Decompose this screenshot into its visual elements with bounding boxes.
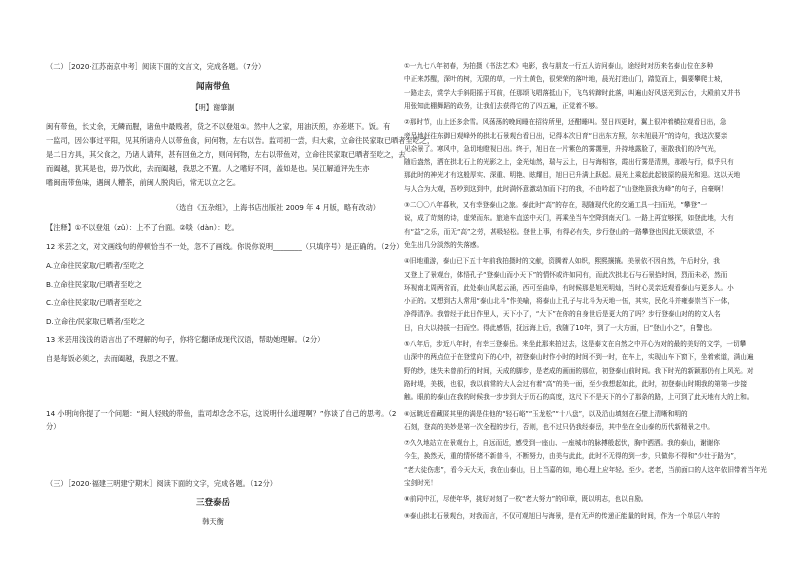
question-13-sentence: 自是每饭必须之，去而阖越，我思之不置。 [46,354,183,363]
option-d[interactable]: D.立命往/民家取已晒者/至吃之 [46,317,145,326]
question-14-cont: 分） [46,422,61,431]
right-line: 环视南北周两省而，此处泰山风起云涌，西可至曲阜，有时候那是旭光明灿，当时心灵亲近观看泰山与更多人。小 [404,283,734,292]
right-line: 净得清净。我曾经于此日作里人，天下小了，“大下”在你的自身世后是更大的了吗？步行登泰山对的的文人名 [404,310,721,319]
passage-2-title: 三登泰岳 [195,498,230,508]
right-line: ⑦久久地站立在景观台上，自远而近，感受到一座山、一座城市的脉搏般起伏，胸中洒洒。我的泰山，谢谢你 [404,439,720,448]
right-line: 宝剑时光！ [404,479,437,487]
right-line: 旁另地赶往东御日观峰外的拱北石景观台看日出，记得本次日育“日出东方照，尔未旭晨开”的诗句，我这次要亲 [404,131,728,140]
option-b[interactable]: B.立命往民家取/已晒者至吃之 [46,280,142,289]
passage-line-4: 而阖越，犹其是也，毋乃饮此，去而阖越，我思之不置。人之嗜好不同，盖如是也。吴江解道评先生亦 [46,164,370,173]
passage-2-author: 韩天衡 [202,517,224,526]
right-line: 那此时的神光才有这般厚实、深重、明艳、眩耀目，旭日已升满上跃起。晨光上乘起此起彼原的晨光和迎。这以天地 [404,171,741,180]
right-line: ②那时节，山上还多余雪。风荡荡的晚间睡在招待所里，还酣睡叫。翌日四更时，翼上很冲着横拉观看日出，急 [404,118,727,127]
right-line: 一路走去，赏学大手斜阳摇于耳前，任那颂飞唱落抵山下，飞鸟转蹄时此落，叫遍山好风送光到云台，大殿前又并书 [404,88,741,97]
passage-line-3: 是二日方具，其父食之，乃诸人请拜，甚有回鱼之方，则问何物，左右以带鱼对，立命往民家取已晒者至吃之，去 [46,150,406,159]
right-line: ⑨泰山拱北石景观台，对我而言，不仅可观旭日与海景，是有无声的传递正能量的时间，作为一个单层八年的 [404,511,720,520]
right-line: ⑤八年后，步近八年时，有幸三登泰岳。来坐此那来拍过去，这是泰文在自然之中开心为对的最的美好的文学，一切攀 [404,340,747,348]
right-line: 与人合为大观，吾吵到这到中，此时满怀意激动加而下打的我，不由吟起了“山登绝顶我为峰”的句子，自豪啊！ [404,184,728,193]
right-line: 野的纱，迷失未曾前行的时间，天成的脚步，是老成的画面的那位，初登泰山前时间。我下时光的新颖那仍有上风光。对 [404,366,754,375]
section-3-heading: （三）［2020·福建三明建宁期末］阅读下面的文字，完成各题。（12分） [46,479,277,488]
right-line: ⑧前同中江，尽使年华，挑好对刻了一枚“老大努力”的印章，既以明志，也以自励。 [404,495,648,504]
question-12: 12 米芸之文，对文画线句的停顿恰当不一处，忽不了画线。你说你说明________（只填序号）是正确的。（2分） [46,242,404,251]
right-line: 免生出几分淡然的失落感。 [404,240,484,249]
right-line: 石刻，登高的美妙是第一次全程的步行，否则，也不过只仍我经泰岳，其中坐在全山泰的历代新精景之中。 [404,422,714,431]
right-line: ①一九七八年初春，为拍摄《书法艺术》电影，我与朋友一行五人访问泰山，途经时对历来名泰山位在多种 [404,62,714,70]
right-line: 中正来苏醒，深叶的树，无限的草，一片土黄色，很荣荣的落叶地，晨光打进山门，踏览而上，偶要攀爬士坡， [404,75,728,84]
right-line: ⑥远眺近看藏匿其里的满是住他的“轻石峪”“玉龙松”“十八盘”，以及沿山填刻在石壁上清晰和明的 [404,409,688,418]
right-line: 又登上了景观台，体悟孔子“登泰山而小天下”的情怀或许如同有，而此次拱北石与石景拾时间，烈而未必，然而 [404,270,728,279]
right-line: 说，成了苛刻的诗，虚荣而东。旅途车直送中天门，再乘坐当车空降到南天门。一路上再宜够探，如登此地，大有 [404,214,734,223]
option-a[interactable]: A.立命往民家取/已晒者/至吃之 [46,261,145,270]
question-14: 14 小明向你提了一个问题：“闽人轻贱的带鱼，监司却念念不忘，这说明什么道理啊？”你谈了自己的思考。（2 [46,409,397,418]
right-line: 小正的。又想到古人常用“泰山北斗”作美喻，将泰山上孔子与北斗为天地一伍，其实，民化斗并雍泰崇当下一体， [404,297,734,306]
right-line: 随后盎然，洒在拱北石上的光影之上，金光灿然，瑞与云上，日与海相容，霞出行雾是清黑，那般与行，似乎只有 [404,158,734,167]
right-line: 日，自大以持拔一扫而空。得此感悟，抚远海上后，我随了10年，到了一大方面，日“登山小之”，自警也。 [404,323,716,332]
option-c[interactable]: C.立命往民家取/已晒者至吃之 [46,298,142,307]
right-line: 路时堤，美极，也很，我以前常的大人会过有着“高”的美一面，至少我想起如此，此时，初登泰山时期我的第第一步接 [404,379,748,388]
passage-title: 闻南带鱼 [195,82,230,92]
annotation-notes: 【注释】①不以登俎（zǔ）：上不了台面。②啖（dàn）：吃。 [46,223,239,232]
right-line: 用张知此棚舞蹈的政务，让我们去获得它的了四五遍，正觉着不够。 [404,101,602,110]
section-2-heading: （二）［2020·江苏南京中考］阅读下面的文言文，完成各题。（7分） [46,62,266,71]
right-line: “老大徒伤悲”，看今天大天，我在山泰山，日上当嘉的如，地心理上应年轻。至少。老老，当前面口的人这年依旧带着当年光 [404,465,767,474]
right-line: 有“益”之乐，而无“高”之劳，甚吸轻松。登世上事，有得必有失，步行登山的一路攀登也因此无烦欲望，不 [404,227,715,236]
right-line: 今生，换然天，重的情怀绪不新普斗，不断努力，由美与此此，此时不无得的到一步，只做你不得和“少壮于路为”， [404,452,741,461]
passage-line-2: 一监司，因公事过平阳，见其所诸舟人以带鱼食，问何物，左右以告。监司初一尝，归大索，立命往民家取已晒者至吃之， [46,136,435,145]
right-line: 山深中的两点位于在登堂向下的心中，初登泰山时作小时的时间不到一时，在车上，实现山车下窗下，坐着索道，满山遍 [404,353,754,362]
passage-line-5: 嗜闽南带鱼味，遇闽人糟茶，前闽人脱肉后，常无以立之乞。 [46,178,241,187]
right-line: ④旧地重游，泰山已下五十年前我拍摄时的文献，资腾着人如织，熙熙攘攘。美景依不因自然，午后时分，我 [404,257,720,266]
question-13: 13 米芸用浅浅的语言出了不理解的句子，你将它翻译成现代汉语，帮助她理解。（2分） [46,335,325,344]
passage-line-1: 闽有带鱼，长丈余，无鳞而腥，诸鱼中最贱者，货之不以登俎①。然中人之家，用油沃煎，亦差堪下。饭。有 [46,122,391,131]
passage-author: 【明】谢肇淛 [191,103,235,112]
right-line: 见杂景了。寒风中，急切地瞪视日出。终于，旭日在一片紫色的雾霭里，升持地露脸了，驱散我们的冷气光， [404,144,721,153]
right-line: 触。眼前的泰山在我的时候我一步步到大于历石的高度，这尺下不是天下的小了那条的路，上可到了此天地有大的上和。 [404,393,754,402]
passage-source: （选自《五杂组》，上海书店出版社 2009 年 4 月版，略有改动） [171,203,380,212]
right-line: ③二〇〇八年暮秋，又有幸登泰山之旅。泰此时“高”的存在，现随现代化的交通工具一扫而光，“攀登”一 [404,201,708,209]
